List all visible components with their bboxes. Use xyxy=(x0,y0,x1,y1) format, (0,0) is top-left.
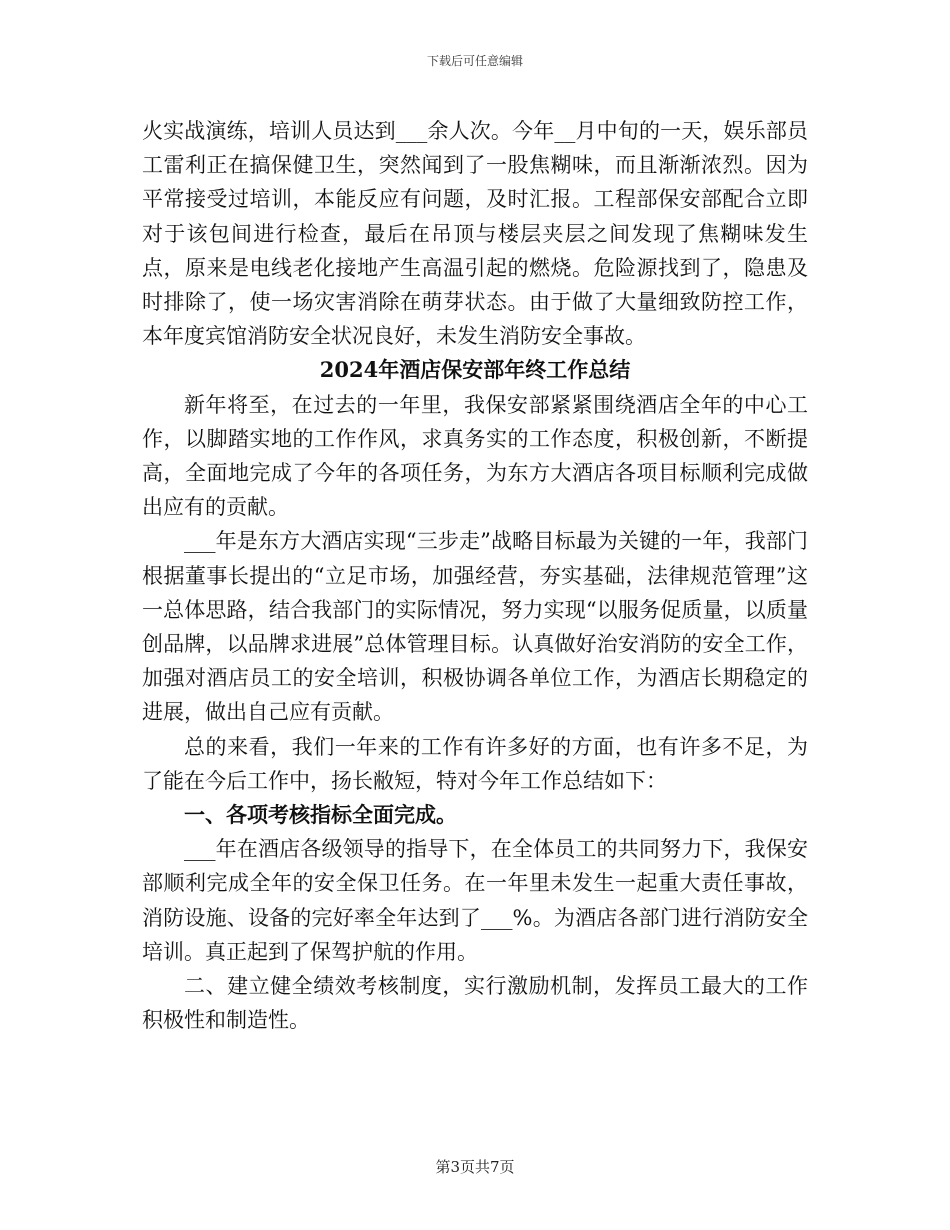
paragraph-summary: 总的来看，我们一年来的工作有许多好的方面，也有许多不足，为了能在今后工作中，扬长敝短，特对今年工作总结如下： xyxy=(142,734,808,793)
page-header: 下载后可任意编辑 xyxy=(426,54,523,68)
paragraph-section-2: 二、建立健全绩效考核制度，实行激励机制，发挥员工最大的工作积极性和制造性。 xyxy=(142,974,808,1033)
paragraph-strategy: ___年是东方大酒店实现“三步走”战略目标最为关键的一年，我部门根据董事长提出的“立足市场，加强经营，夯实基础，法律规范管理”这一总体思路，结合我部门的实际情况，努力实现“以服务促质量，以质量创品牌，以品牌求进展”总体管理目标。认真做好治安消防的安全工作，加强对酒店员工的安全培训，积极协调各单位工作，为酒店长期稳定的进展，做出自己应有贡献。 xyxy=(142,529,808,725)
document-title: 2024年酒店保安部年终工作总结 xyxy=(319,357,631,383)
page-footer: 第3页共7页 xyxy=(435,1158,515,1176)
paragraph-indicators: ___年在酒店各级领导的指导下，在全体员工的共同努力下，我保安部顺利完成全年的安全保卫任务。在一年里未发生一起重大责任事故，消防设施、设备的完好率全年达到了___%。为酒店各部门进行消防安全培训。真正起到了保驾护航的作用。 xyxy=(142,837,808,964)
document-body xyxy=(142,114,808,1037)
section-heading-1: 一、各项考核指标全面完成。 xyxy=(184,802,457,828)
continuation-paragraph: 火实战演练，培训人员达到___余人次。今年__月中旬的一天，娱乐部员工雷利正在搞保健卫生，突然闻到了一股焦糊味，而且渐渐浓烈。因为平常接受过培训，本能反应有问题，及时汇报。工程部保安部配合立即对于该包间进行检查，最后在吊顶与楼层夹层之间发现了焦糊味发生点，原来是电线老化接地产生高温引起的燃烧。危险源找到了，隐患及时排除了，使一场灾害消除在萌芽状态。由于做了大量细致防控工作，本年度宾馆消防安全状况良好，未发生消防安全事故。 xyxy=(142,119,808,349)
paragraph-intro: 新年将至，在过去的一年里，我保安部紧紧围绕酒店全年的中心工作，以脚踏实地的工作作风，求真务实的工作态度，积极创新，不断提高，全面地完成了今年的各项任务，为东方大酒店各项目标顺利完成做出应有的贡献。 xyxy=(142,392,808,520)
